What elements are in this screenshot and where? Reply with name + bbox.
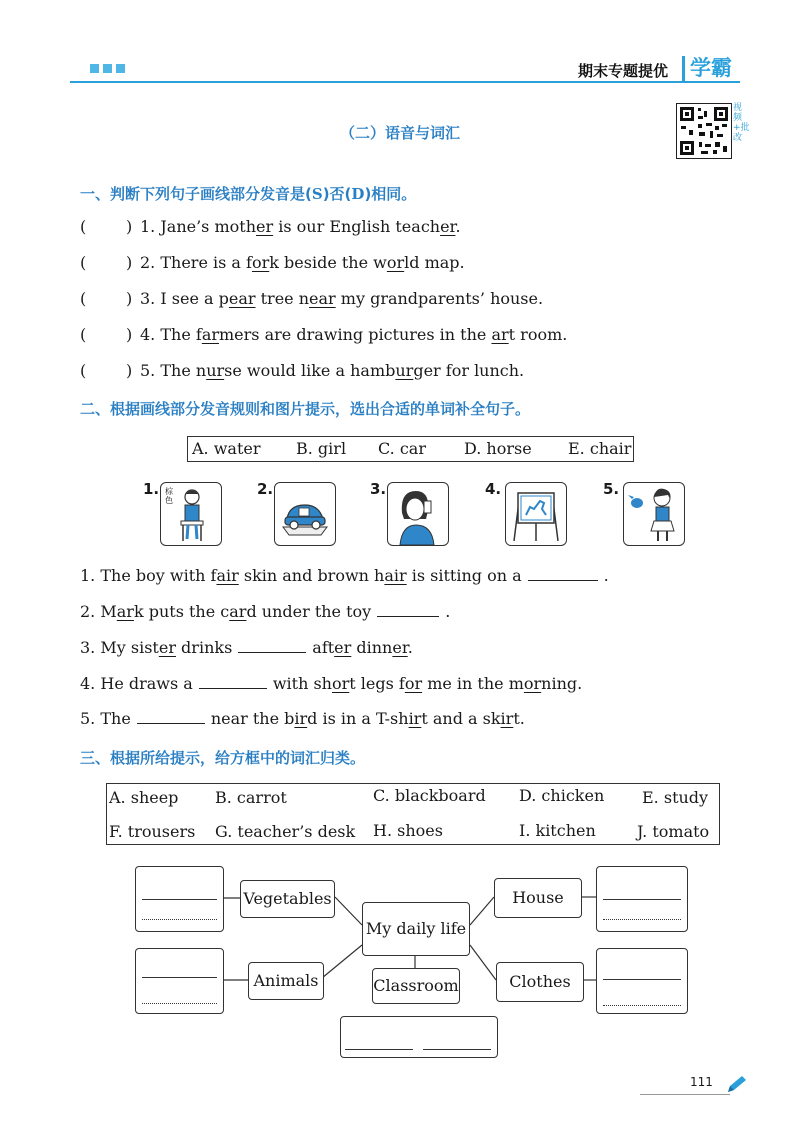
page-number: 111	[690, 1075, 713, 1089]
fill-blank-sentence: 1. The boy with fair skin and brown hair is sitting on a .	[80, 566, 609, 585]
question-text: 5. The nurse would like a hamburger for lunch.	[140, 361, 525, 380]
classroom-answer-box[interactable]	[340, 1016, 498, 1058]
word-bank-item: G. teacher’s desk	[215, 822, 356, 841]
fill-blank-sentence: 3. My sister drinks after dinner.	[80, 638, 413, 657]
word-bank-item: B. carrot	[215, 788, 287, 807]
part3-title: 三、根据所给提示，给方框中的词汇归类。	[80, 749, 366, 767]
node-center: My daily life	[362, 902, 470, 956]
question-text: 4. The farmers are drawing pictures in the art room.	[140, 325, 568, 344]
house-answer-box[interactable]	[596, 866, 688, 932]
word-option: A. water	[192, 439, 261, 458]
word-option: E. chair	[568, 439, 632, 458]
node-classroom: Classroom	[372, 968, 460, 1004]
answer-paren-right: )	[126, 325, 133, 344]
answer-paren-right: )	[126, 253, 133, 272]
word-option: B. girl	[296, 439, 347, 458]
footer-rule	[640, 1094, 730, 1095]
picture-number: 3.	[370, 480, 387, 498]
answer-paren-right: )	[126, 217, 133, 236]
word-bank-item: D. chicken	[519, 786, 605, 805]
word-bank-item: H. shoes	[373, 821, 443, 840]
node-house: House	[494, 878, 582, 918]
word-bank-item: I. kitchen	[519, 821, 596, 840]
answer-paren-left[interactable]: (	[80, 217, 87, 236]
word-bank-item: F. trousers	[109, 822, 196, 841]
node-animals: Animals	[248, 962, 324, 1000]
fill-blank-sentence: 4. He draws a with short legs for me in the morning.	[80, 674, 583, 693]
word-option: D. horse	[464, 439, 532, 458]
qr-label: 视频+批改	[733, 103, 750, 143]
header-title: 期末专题提优	[578, 62, 669, 80]
clothes-answer-box[interactable]	[596, 948, 688, 1014]
word-bank-item: A. sheep	[109, 788, 179, 807]
node-clothes: Clothes	[496, 962, 584, 1002]
word-option: C. car	[378, 439, 426, 458]
question-text: 2. There is a fork beside the world map.	[140, 253, 465, 272]
answer-paren-right: )	[126, 289, 133, 308]
answer-paren-left[interactable]: (	[80, 325, 87, 344]
section-heading: （二）语音与词汇	[339, 124, 460, 142]
pencil-icon	[726, 1074, 748, 1094]
answer-paren-left[interactable]: (	[80, 253, 87, 272]
answer-paren-left[interactable]: (	[80, 361, 87, 380]
picture-label: 棕色	[165, 487, 173, 505]
picture-number: 1.	[143, 480, 160, 498]
word-bank-item: E. study	[642, 788, 709, 807]
answer-paren-right: )	[126, 361, 133, 380]
picture-number: 5.	[603, 480, 620, 498]
picture-number: 2.	[257, 480, 274, 498]
word-bank-item: C. blackboard	[373, 786, 486, 805]
part1-title: 一、判断下列句子画线部分发音是(S)否(D)相同。	[80, 185, 417, 203]
fill-blank-sentence: 2. Mark puts the card under the toy .	[80, 602, 451, 621]
question-text: 3. I see a pear tree near my grandparents’ house.	[140, 289, 544, 308]
vegetables-answer-box[interactable]	[135, 866, 224, 932]
question-text: 1. Jane’s mother is our English teacher.	[140, 217, 461, 236]
part2-title: 二、根据画线部分发音规则和图片提示，选出合适的单词补全句子。	[80, 400, 531, 418]
answer-paren-left[interactable]: (	[80, 289, 87, 308]
word-bank-item: J. tomato	[637, 822, 710, 841]
animals-answer-box[interactable]	[135, 948, 224, 1014]
picture-number: 4.	[485, 480, 502, 498]
brand-logo: 学霸	[690, 56, 732, 80]
node-vegetables: Vegetables	[240, 880, 335, 918]
fill-blank-sentence: 5. The near the bird is in a T-shirt and a skirt.	[80, 709, 525, 728]
